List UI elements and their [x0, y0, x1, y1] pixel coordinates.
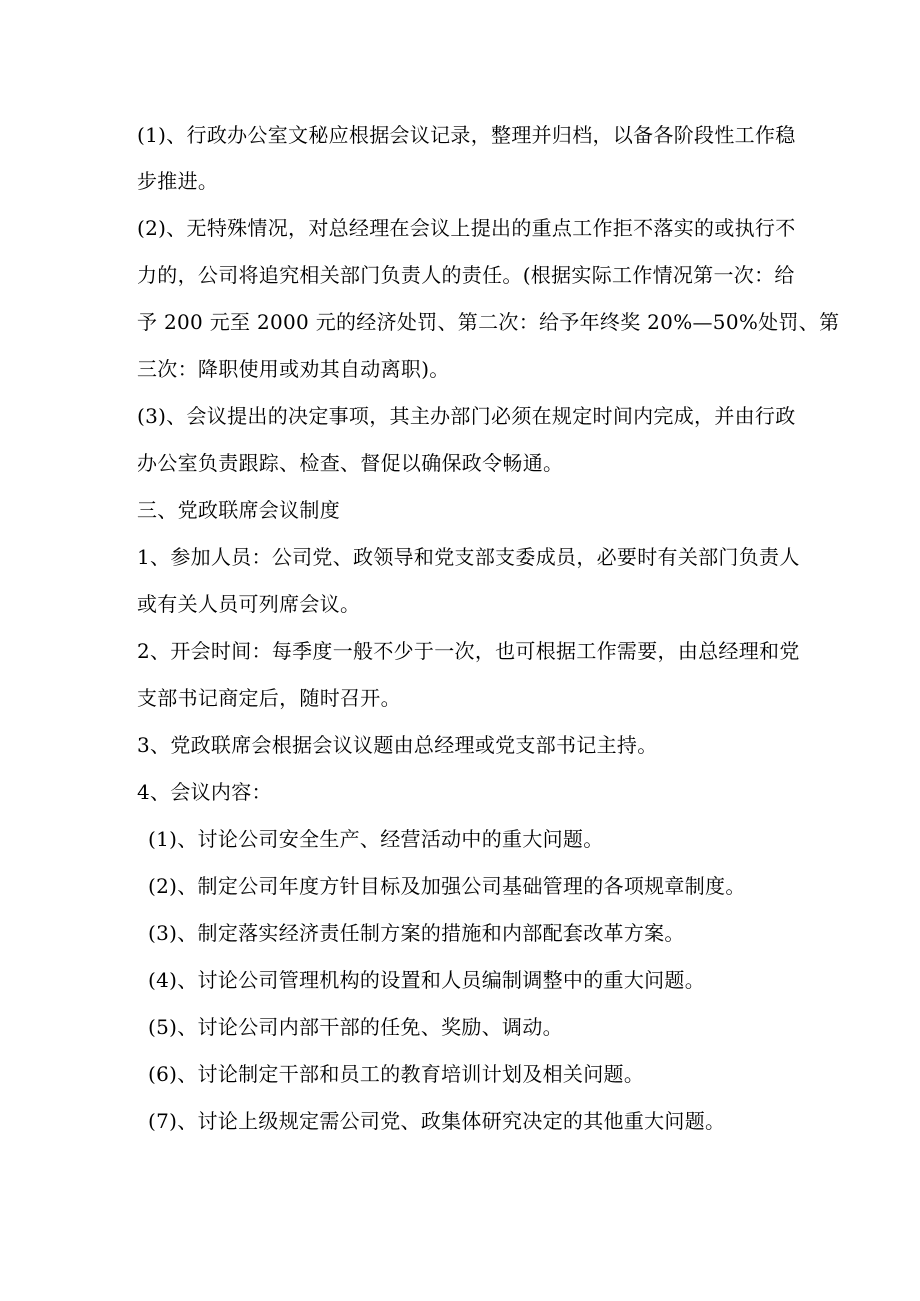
paragraph-line: (2)、无特殊情况，对总经理在会议上提出的重点工作拒不落实的或执行不 — [137, 216, 796, 240]
list-item: (3)、制定落实经济责任制方案的措施和内部配套改革方案。 — [148, 921, 685, 945]
list-item: (6)、讨论制定干部和员工的教育培训计划及相关问题。 — [148, 1062, 645, 1086]
paragraph-line: (3)、会议提出的决定事项，其主办部门必须在规定时间内完成，并由行政 — [137, 404, 796, 428]
list-item: (2)、制定公司年度方针目标及加强公司基础管理的各项规章制度。 — [148, 874, 746, 898]
paragraph-line: 力的，公司将追究相关部门负责人的责任。(根据实际工作情况第一次：给 — [137, 263, 795, 287]
paragraph-line: 予 200 元至 2000 元的经济处罚、第二次：给予年终奖 20%—50%处罚、第 — [137, 310, 840, 334]
paragraph-line: 3、党政联席会根据会议议题由总经理或党支部书记主持。 — [137, 733, 658, 757]
paragraph-line: 或有关人员可列席会议。 — [137, 592, 361, 616]
paragraph-line: (1)、行政办公室文秘应根据会议记录，整理并归档，以备各阶段性工作稳 — [137, 123, 796, 147]
paragraph-line: 4、会议内容： — [137, 780, 272, 804]
paragraph-line: 2、开会时间：每季度一般不少于一次，也可根据工作需要，由总经理和党 — [137, 639, 800, 663]
list-item: (7)、讨论上级规定需公司党、政集体研究决定的其他重大问题。 — [148, 1109, 726, 1133]
paragraph-line: 支部书记商定后，随时召开。 — [137, 686, 401, 710]
paragraph-line: 三次：降职使用或劝其自动离职)。 — [137, 357, 450, 381]
list-item: (5)、讨论公司内部干部的任免、奖励、调动。 — [148, 1015, 563, 1039]
section-heading: 三、党政联席会议制度 — [137, 498, 340, 522]
paragraph-line: 办公室负责跟踪、检查、督促以确保政令畅通。 — [137, 451, 564, 475]
paragraph-line: 步推进。 — [137, 169, 219, 193]
paragraph-line: 1、参加人员：公司党、政领导和党支部支委成员，必要时有关部门负责人 — [137, 545, 800, 569]
list-item: (4)、讨论公司管理机构的设置和人员编制调整中的重大问题。 — [148, 968, 706, 992]
list-item: (1)、讨论公司安全生产、经营活动中的重大问题。 — [148, 827, 604, 851]
